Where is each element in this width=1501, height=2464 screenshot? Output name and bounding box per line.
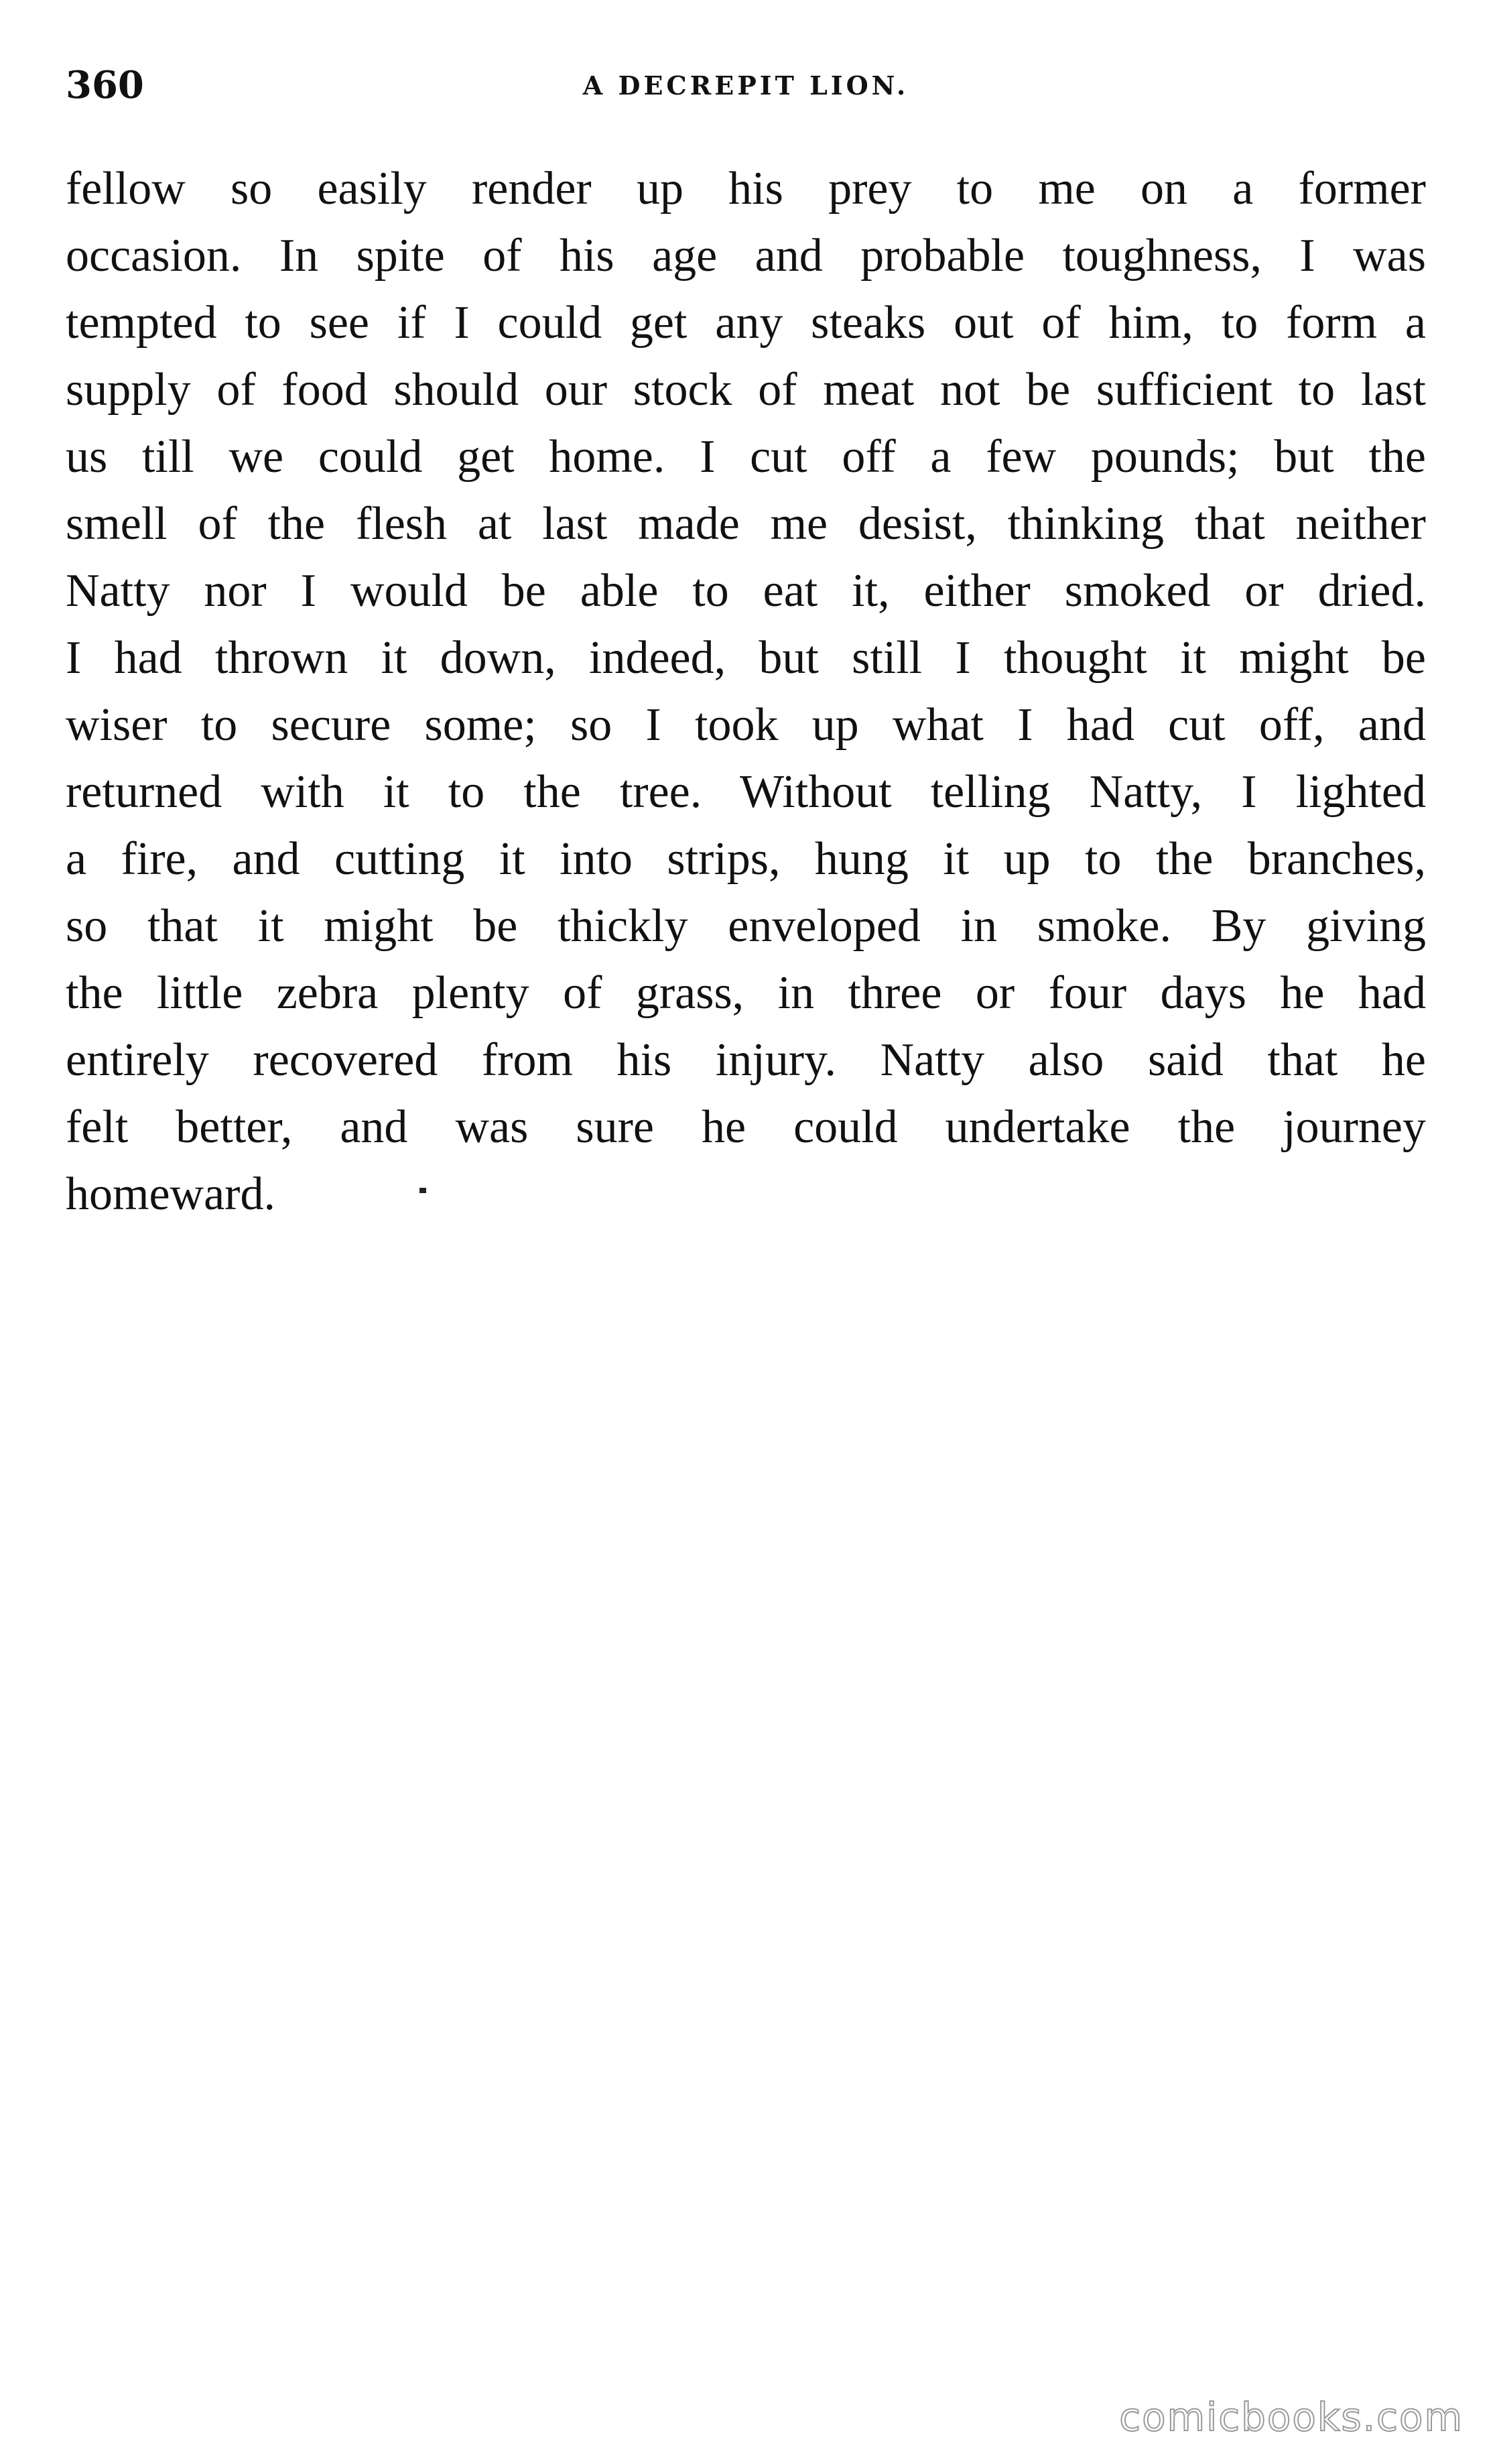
text-line: wiser to secure some; so I took up what I had cut off, and xyxy=(66,699,1426,751)
running-title: A DECREPIT LION. xyxy=(582,70,909,101)
text-line: returned with it to the tree. Without telling Natty, I lighted xyxy=(66,766,1426,818)
text-line: smell of the flesh at last made me desist, thinking that neither xyxy=(66,498,1426,550)
text-line: so that it might be thickly enveloped in smoke. By giving xyxy=(66,900,1426,952)
text-line: supply of food should our stock of meat not be sufficient to last xyxy=(66,364,1426,416)
running-header xyxy=(66,62,1426,115)
text-line: a fire, and cutting it into strips, hung it up to the branches, xyxy=(66,833,1426,885)
text-line: occasion. In spite of his age and probable toughness, I was xyxy=(66,230,1426,282)
text-line: felt better, and was sure he could undertake the journey xyxy=(66,1101,1426,1153)
text-line: the little zebra plenty of grass, in three or four days he had xyxy=(66,967,1426,1019)
page-number: 360 xyxy=(66,63,144,107)
text-line: us till we could get home. I cut off a few pounds; but the xyxy=(66,431,1426,483)
ink-speck xyxy=(419,1188,426,1193)
text-line: tempted to see if I could get any steaks out of him, to form a xyxy=(66,297,1426,349)
text-line: I had thrown it down, indeed, but still I thought it might be xyxy=(66,632,1426,684)
watermark: comicbooks.com xyxy=(1119,2394,1463,2440)
text-line: fellow so easily render up his prey to me on a former xyxy=(66,163,1426,214)
text-line: homeward. xyxy=(66,1168,275,1220)
text-line: Natty nor I would be able to eat it, either smoked or dried. xyxy=(66,565,1426,617)
text-line: entirely recovered from his injury. Natty also said that he xyxy=(66,1034,1426,1086)
body-text xyxy=(66,156,1426,1228)
